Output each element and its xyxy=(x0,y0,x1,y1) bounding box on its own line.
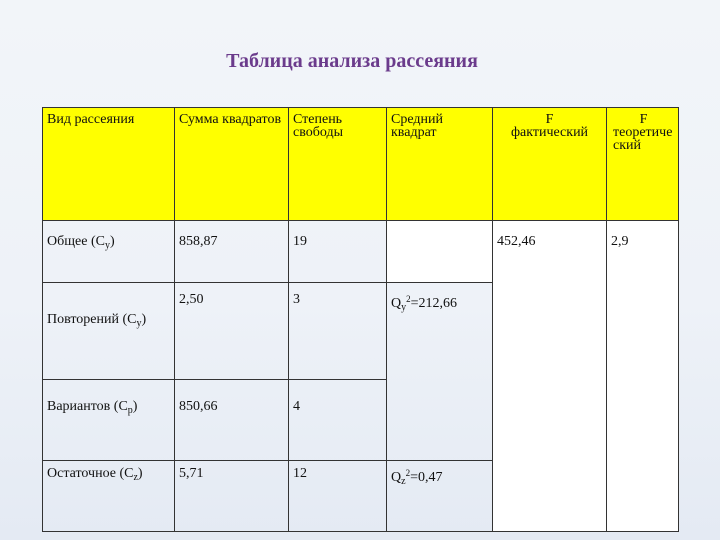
row-label: Повторений $(C_y)$ xyxy=(43,283,175,380)
f-actual-cell: 452,46 xyxy=(493,221,607,532)
table-header-row xyxy=(43,108,679,221)
mean-square-cell xyxy=(387,221,493,283)
sum-squares-cell: 5,71 xyxy=(175,461,289,532)
mean-square-qz: $Q_z^2=0,47$ xyxy=(387,461,493,532)
page-title: Таблица анализа рассеяния xyxy=(226,50,478,72)
header-type: Вид рассеяния xyxy=(43,108,175,221)
mean-square-qy: $Q_y^2=212,66$ xyxy=(387,283,493,461)
df-cell: 12 xyxy=(289,461,387,532)
df-cell: 19 xyxy=(289,221,387,283)
df-cell: 3 xyxy=(289,283,387,380)
sum-squares-cell: 858,87 xyxy=(175,221,289,283)
row-label: Остаточное $(C_z)$ xyxy=(43,461,175,532)
header-sum-squares: Сумма квадратов xyxy=(175,108,289,221)
dispersion-analysis-table xyxy=(42,107,679,532)
row-label: Общее $(C_y)$ xyxy=(43,221,175,283)
table-row xyxy=(43,221,679,283)
row-label: Вариантов $(C_p)$ xyxy=(43,380,175,461)
header-f-theoretical: F теоретический xyxy=(607,108,679,221)
header-f-actual: F фактический xyxy=(493,108,607,221)
f-theoretical-cell: 2,9 xyxy=(607,221,679,532)
sum-squares-cell: 850,66 xyxy=(175,380,289,461)
sum-squares-cell: 2,50 xyxy=(175,283,289,380)
df-cell: 4 xyxy=(289,380,387,461)
header-degrees-freedom: Степень свободы xyxy=(289,108,387,221)
header-mean-square: Средний квадрат xyxy=(387,108,493,221)
